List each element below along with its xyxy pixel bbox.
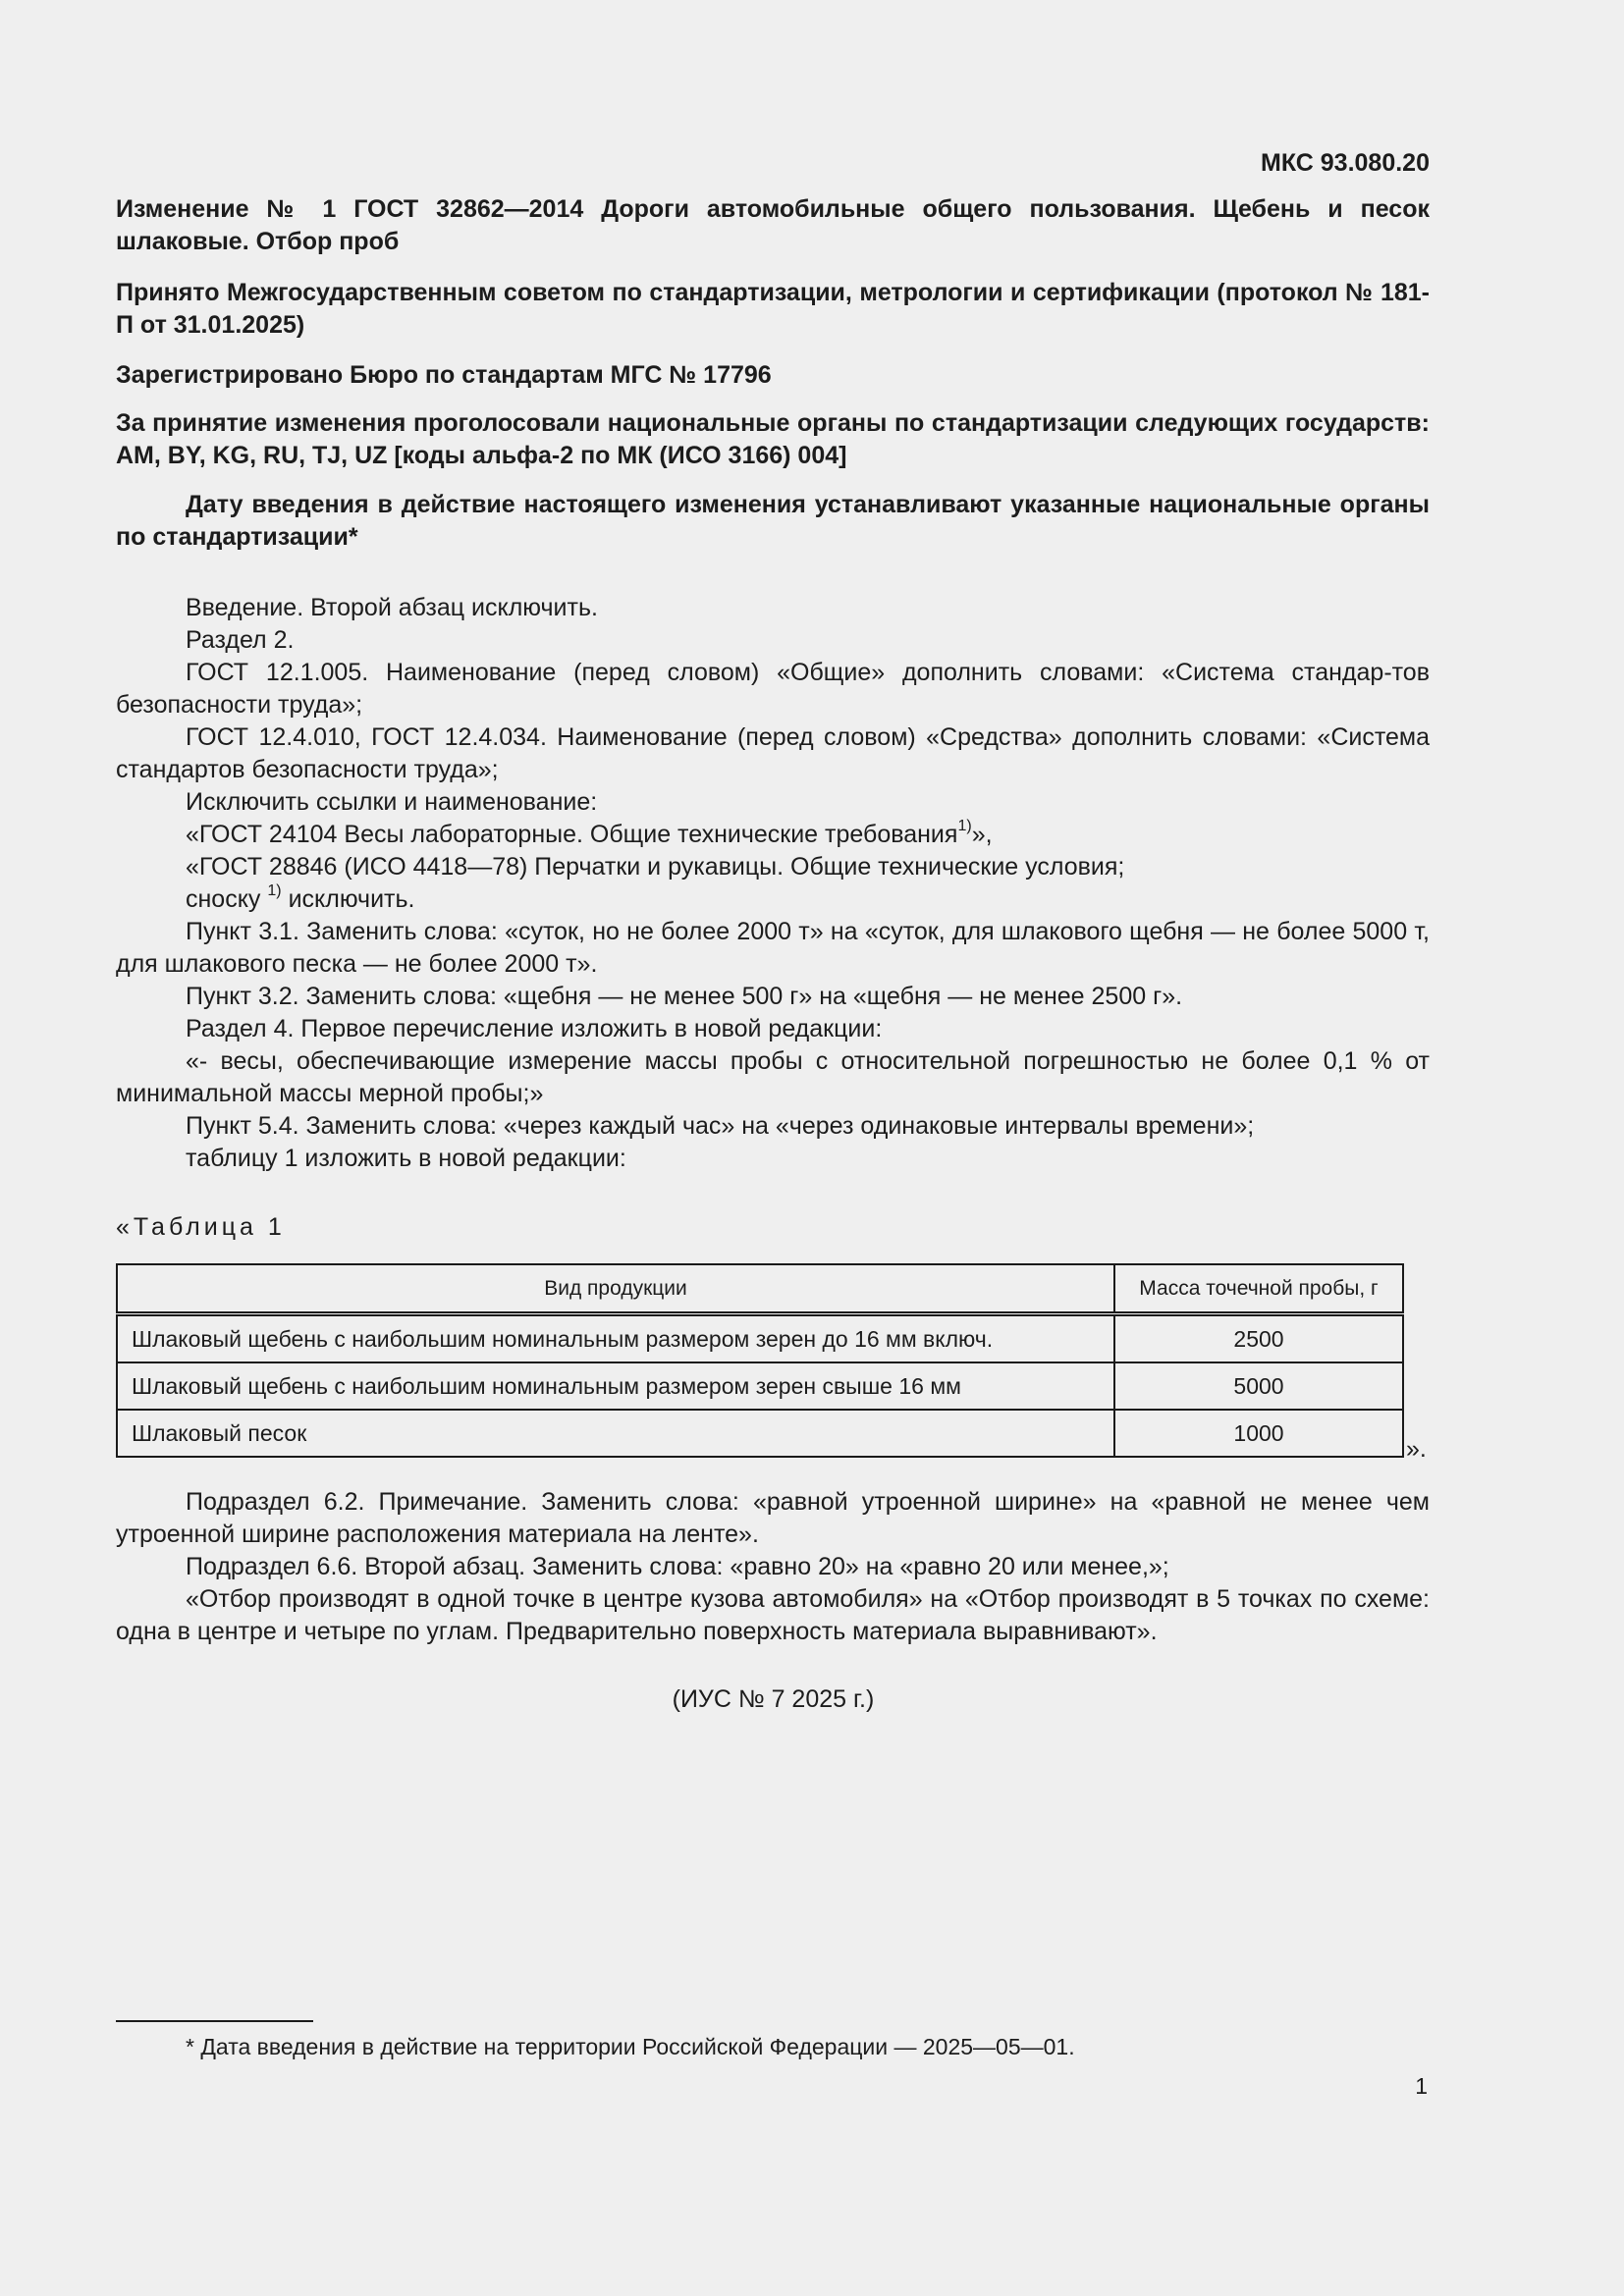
paragraph: Подраздел 6.6. Второй абзац. Заменить слова: «равно 20» на «равно 20 или менее,»; — [186, 1553, 1169, 1580]
effective-date-statement: Дату введения в действие настоящего изменения устанавливают указанные национальные органы по стандартизации* — [116, 491, 1430, 551]
paragraph: «ГОСТ 28846 (ИСО 4418—78) Перчатки и рукавицы. Общие технические условия; — [186, 853, 1125, 881]
paragraph: Исключить ссылки и наименование: — [186, 788, 598, 816]
paragraph: Введение. Второй абзац исключить. — [186, 594, 598, 621]
table-cell: Шлаковый щебень с наибольшим номинальным размером зерен свыше 16 мм — [117, 1362, 1114, 1410]
voted-statement: За принятие изменения проголосовали национальные органы по стандартизации следующих государств: AM, BY, KG, RU, TJ, UZ [коды альфа-2 по МК (ИСО 3166) 004] — [116, 409, 1430, 469]
table-header-cell: Вид продукции — [117, 1264, 1114, 1314]
amendment-body — [116, 592, 1430, 1175]
paragraph: Пункт 5.4. Заменить слова: «через каждый час» на «через одинаковые интервалы времени»; — [186, 1112, 1255, 1140]
paragraph: «- весы, обеспечивающие измерение массы пробы с относительной погрешностью не более 0,1 % от минимальной массы мерной пробы;» — [116, 1047, 1430, 1107]
paragraph: Пункт 3.1. Заменить слова: «суток, но не более 2000 т» на «суток, для шлакового щебня — не более 5000 т, для шлакового песка — не более 2000 т». — [116, 918, 1430, 978]
mass-table — [116, 1263, 1404, 1458]
table-header-row — [117, 1264, 1403, 1314]
paragraph: ГОСТ 12.1.005. Наименование (перед словом) «Общие» дополнить словами: «Система стандар-тов безопасности труда»; — [116, 659, 1430, 719]
paragraph — [116, 883, 1430, 916]
table-caption: «Таблица 1 — [116, 1213, 286, 1241]
paragraph: Подраздел 6.2. Примечание. Заменить слова: «равной утроенной ширине» на «равной не менее чем утроенной ширине расположения материала на ленте». — [116, 1488, 1430, 1548]
ius-reference: (ИУС № 7 2025 г.) — [672, 1685, 875, 1713]
table-cell: Шлаковый песок — [117, 1410, 1114, 1457]
paragraph: «Отбор производят в одной точке в центре кузова автомобиля» на «Отбор производят в 5 точках по схеме: одна в центре и четыре по углам. Предварительно поверхность материала выравнивают». — [116, 1585, 1430, 1645]
table-cell: 2500 — [1114, 1314, 1403, 1363]
table-row — [117, 1410, 1403, 1457]
footnote-divider — [116, 2020, 313, 2022]
footnote-ref: 1) — [267, 881, 282, 899]
footnote-ref: 1) — [957, 817, 972, 834]
registered-statement: Зарегистрировано Бюро по стандартам МГС № 17796 — [116, 361, 772, 389]
paragraph-text: », — [971, 821, 993, 848]
table-cell: 5000 — [1114, 1362, 1403, 1410]
paragraph: Пункт 3.2. Заменить слова: «щебня — не менее 500 г» на «щебня — не менее 2500 г». — [186, 983, 1183, 1010]
footnote: * Дата введения в действие на территории Российской Федерации — 2025—05—01. — [186, 2034, 1075, 2059]
page-number: 1 — [1415, 2073, 1428, 2099]
table-cell: 1000 — [1114, 1410, 1403, 1457]
table-header-cell: Масса точечной пробы, г — [1114, 1264, 1403, 1314]
table-row — [117, 1362, 1403, 1410]
table-row — [117, 1314, 1403, 1363]
paragraph: Раздел 4. Первое перечисление изложить в новой редакции: — [186, 1015, 883, 1042]
paragraph-text: исключить. — [288, 885, 415, 913]
paragraph-text: сноску — [186, 885, 261, 913]
mks-code: МКС 93.080.20 — [1261, 149, 1430, 177]
paragraph: таблицу 1 изложить в новой редакции: — [186, 1145, 626, 1172]
paragraph — [116, 819, 1430, 851]
table-cell: Шлаковый щебень с наибольшим номинальным размером зерен до 16 мм включ. — [117, 1314, 1114, 1363]
adopted-statement: Принято Межгосударственным советом по стандартизации, метрологии и сертификации (протокол № 181-П от 31.01.2025) — [116, 279, 1430, 339]
amendment-body-continued — [116, 1486, 1430, 1648]
paragraph: ГОСТ 12.4.010, ГОСТ 12.4.034. Наименование (перед словом) «Средства» дополнить словами: «Система стандартов безопасности труда»; — [116, 723, 1430, 783]
paragraph-text: «ГОСТ 24104 Весы лабораторные. Общие технические требования — [186, 821, 958, 848]
amendment-title: Изменение № 1 ГОСТ 32862—2014 Дороги автомобильные общего пользования. Щебень и песок шлаковые. Отбор проб — [116, 195, 1430, 255]
table-end-mark: ». — [1406, 1435, 1427, 1463]
paragraph: Раздел 2. — [186, 626, 295, 654]
